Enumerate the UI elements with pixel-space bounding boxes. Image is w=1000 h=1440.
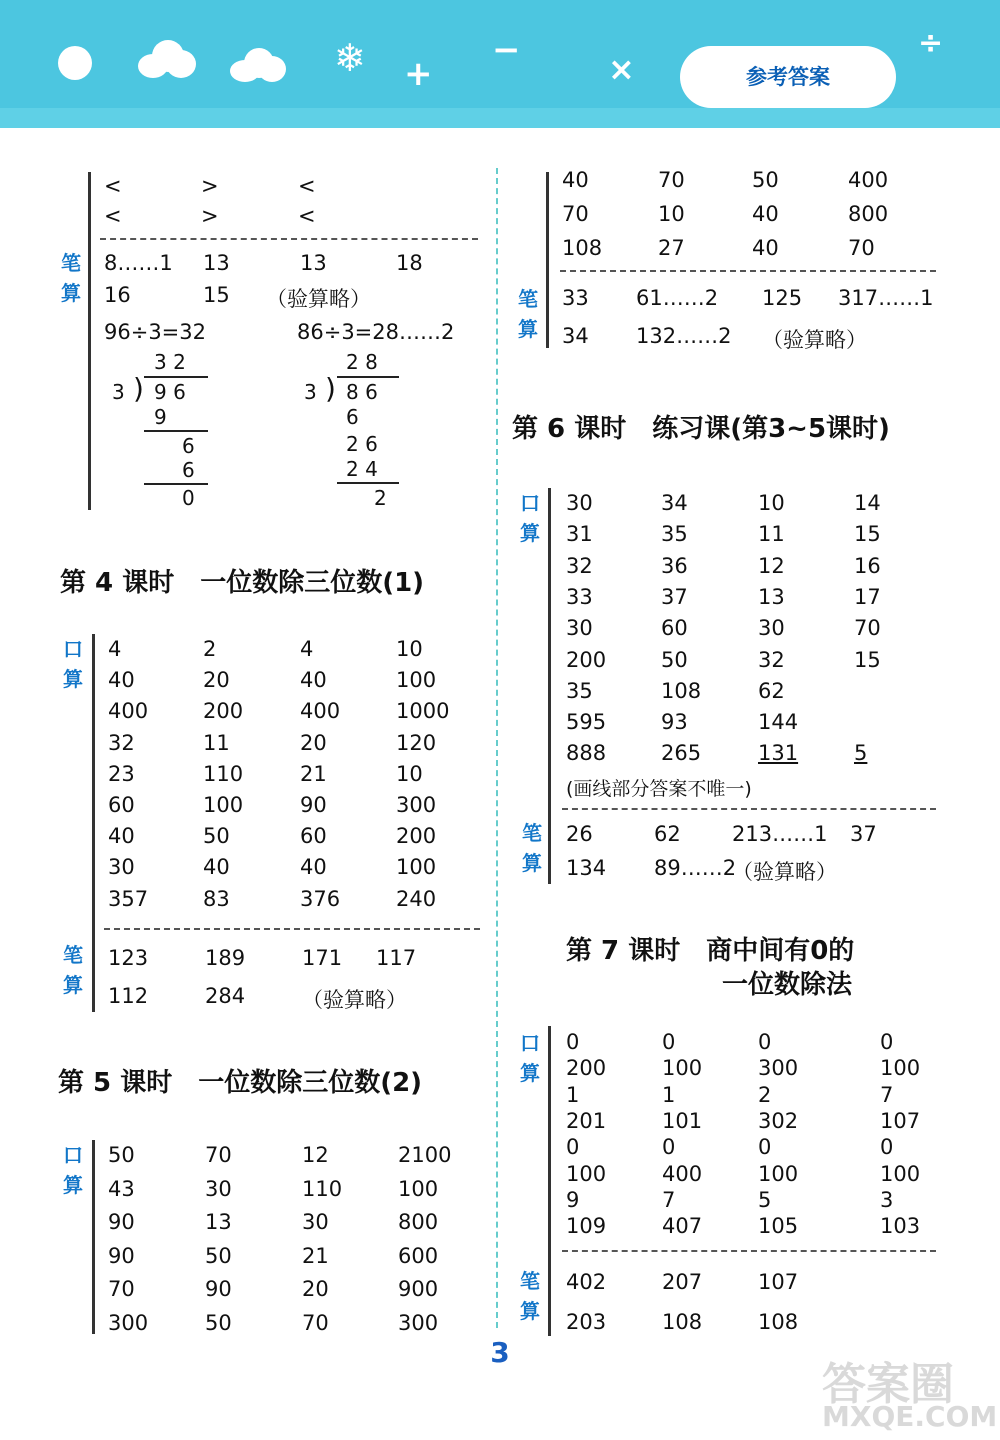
answer-cell: 62 xyxy=(654,822,681,846)
answer-cell: 9 xyxy=(566,1187,580,1212)
answer-cell: 132……2 xyxy=(636,324,732,348)
answer-cell: 32 xyxy=(108,730,135,755)
answer-cell: 1000 xyxy=(396,699,450,724)
bracket: ) xyxy=(133,372,144,405)
answer-cell: 40 xyxy=(300,855,327,880)
answer-cell: 89……2 xyxy=(654,856,737,880)
answer-cell: 23 xyxy=(108,761,135,786)
answer-cell: 107 xyxy=(758,1270,799,1294)
answer-cell: 240 xyxy=(396,886,437,911)
answer-cell: 400 xyxy=(108,699,149,724)
answer-cell: 200 xyxy=(566,647,607,672)
answer-cell: 37 xyxy=(850,822,877,846)
answer-cell: 200 xyxy=(396,824,437,849)
answer-cell: 600 xyxy=(398,1243,439,1268)
section-title-line2: 一位数除法 xyxy=(722,970,853,1000)
answer-cell: 1 xyxy=(662,1082,676,1107)
answer-cell: 100 xyxy=(566,1161,607,1186)
bracket-line xyxy=(144,376,208,378)
answer-cell: 20 xyxy=(300,730,327,755)
answer-cell: 108 xyxy=(662,1310,703,1334)
answer-cell: 33 xyxy=(562,286,589,310)
answer-cell: 595 xyxy=(566,710,607,735)
answer-cell: 144 xyxy=(758,710,799,735)
answer-cell: 123 xyxy=(108,946,149,970)
answer-cell: 32 xyxy=(566,553,593,578)
quotient: 3 2 xyxy=(154,350,186,374)
section-title: 第 4 课时 一位数除三位数(1) xyxy=(60,568,425,598)
answer-cell: 800 xyxy=(398,1210,439,1234)
divide-icon: ÷ xyxy=(918,26,944,61)
bisuan-label: 笔 算 xyxy=(520,1269,540,1323)
answer-cell: 17 xyxy=(854,584,881,609)
answer-cell: 90 xyxy=(108,1243,135,1268)
answer-cell: 70 xyxy=(205,1143,232,1167)
answer-cell: 16 xyxy=(854,553,881,578)
plus-icon: + xyxy=(404,54,433,94)
answer-cell: 284 xyxy=(205,984,246,1008)
answer-cell: 3 xyxy=(880,1187,894,1212)
answer-cell: （验算略） xyxy=(732,860,837,884)
divisor: 3 xyxy=(304,380,317,404)
answer-cell: 50 xyxy=(203,824,230,849)
minus-icon: − xyxy=(492,30,521,70)
answer-cell: 101 xyxy=(662,1108,703,1133)
answer-cell: 100 xyxy=(396,668,437,693)
answer-cell: 376 xyxy=(300,886,341,911)
answer-cell: 100 xyxy=(203,793,244,817)
answer-cell: 36 xyxy=(661,553,688,578)
step: 2 4 xyxy=(346,457,378,481)
answer-cell: 60 xyxy=(108,793,135,817)
answer-cell: 108 xyxy=(562,236,603,260)
section-title: 第 6 课时 练习课(第3~5课时) xyxy=(512,414,890,444)
bisuan-label: 笔 算 xyxy=(518,287,538,341)
answer-cell: 62 xyxy=(758,678,785,703)
answer-cell: 13 xyxy=(758,584,785,609)
answer-cell: 2100 xyxy=(398,1143,452,1167)
step: 6 xyxy=(182,458,195,482)
bisuan-label: 笔 算 xyxy=(61,251,81,305)
answer-cell: 0 xyxy=(662,1135,676,1160)
answer-cell: 43 xyxy=(108,1176,135,1201)
quotient: 2 8 xyxy=(346,350,378,374)
section-bar xyxy=(548,1026,551,1336)
answer-cell: 50 xyxy=(205,1310,232,1335)
answer-cell: 302 xyxy=(758,1108,799,1133)
answer-cell: 83 xyxy=(203,886,230,911)
answer-cell: 100 xyxy=(398,1176,439,1201)
kousuan-label: 口 算 xyxy=(63,1143,83,1197)
answer-cell: 109 xyxy=(566,1214,607,1239)
answer-cell: 11 xyxy=(758,522,785,547)
answer-cell: 32 xyxy=(758,647,785,672)
answer-cell: 61……2 xyxy=(636,286,719,310)
answer-cell: 0 xyxy=(880,1135,894,1160)
answer-cell: 33 xyxy=(566,584,593,609)
answer-cell: 300 xyxy=(398,1310,439,1335)
answer-cell: 317……1 xyxy=(838,286,934,310)
answer-cell: 110 xyxy=(203,761,244,786)
answer-cell: 10 xyxy=(396,761,423,786)
snowflake-icon: ❄ xyxy=(334,36,366,80)
section-bar xyxy=(546,172,549,348)
answer-cell: 7 xyxy=(880,1082,894,1107)
section-title: 第 5 课时 一位数除三位数(2) xyxy=(58,1068,423,1098)
answer-cell: 0 xyxy=(758,1135,772,1160)
bisuan-label: 笔 算 xyxy=(63,943,83,997)
answer-cell: 213……1 xyxy=(732,822,828,846)
page-number: 3 xyxy=(490,1336,510,1369)
answer-cell: 4 xyxy=(300,637,314,661)
dividend: 8 6 xyxy=(346,380,378,404)
bracket: ) xyxy=(325,372,336,405)
answer-cell: 1 xyxy=(566,1082,580,1107)
step-line xyxy=(144,483,208,485)
answer-cell: 31 xyxy=(566,522,593,547)
answer-cell: 400 xyxy=(848,168,889,192)
answer-cell: 5 xyxy=(854,741,868,766)
remainder: 0 xyxy=(182,486,195,510)
answer-cell: 10 xyxy=(758,491,785,515)
bracket-line xyxy=(337,376,399,378)
answer-cell: 300 xyxy=(396,793,437,817)
answer-cell: 10 xyxy=(658,202,685,226)
answer-cell: 100 xyxy=(662,1056,703,1081)
divisor: 3 xyxy=(112,380,125,404)
answer-cell: 112 xyxy=(108,984,149,1008)
answer-cell: 11 xyxy=(203,730,230,755)
answer-cell: 60 xyxy=(661,616,688,641)
answer-cell: 171 xyxy=(302,946,343,970)
section-bar xyxy=(92,1140,95,1334)
answer-cell: 0 xyxy=(566,1030,580,1054)
cloud-icon xyxy=(138,40,198,80)
step: 6 xyxy=(346,405,359,429)
answer-cell: 90 xyxy=(108,1210,135,1234)
answer-cell: （验算略） xyxy=(762,328,867,352)
answer-cell: 70 xyxy=(854,616,881,641)
answer-cell: 203 xyxy=(566,1310,607,1334)
answer-cell: 10 xyxy=(396,637,423,661)
answer-cell: 70 xyxy=(108,1277,135,1301)
answer-cell: 90 xyxy=(300,793,327,817)
answer-cell: （验算略） xyxy=(302,988,407,1012)
answer-cell: 7 xyxy=(662,1187,676,1212)
answer-cell: 50 xyxy=(661,647,688,672)
answer-cell: 120 xyxy=(396,730,437,755)
step-line xyxy=(144,430,208,432)
answer-cell: 407 xyxy=(662,1214,703,1239)
sun-icon xyxy=(58,46,92,80)
section-bar xyxy=(92,634,95,1012)
answer-cell: 30 xyxy=(758,616,785,641)
answer-cell: 15 xyxy=(854,522,881,547)
answer-cell: 201 xyxy=(566,1108,607,1133)
answer-cell: 50 xyxy=(752,168,779,192)
answer-cell: 400 xyxy=(662,1161,703,1186)
answer-cell: 70 xyxy=(658,168,685,192)
divider xyxy=(562,1250,936,1252)
answer-cell: 5 xyxy=(758,1187,772,1212)
answer-cell: 35 xyxy=(661,522,688,547)
answer-cell: 117 xyxy=(376,946,417,970)
header-banner xyxy=(0,0,1000,128)
answer-cell: 200 xyxy=(566,1056,607,1081)
remainder: 2 xyxy=(374,486,387,510)
answer-cell: 40 xyxy=(562,168,589,192)
divider xyxy=(100,238,478,240)
answer-cell: 70 xyxy=(302,1310,329,1335)
rain-cloud-icon xyxy=(230,48,288,88)
answer-cell: 103 xyxy=(880,1214,921,1239)
answer-cell: 0 xyxy=(758,1030,772,1054)
answer-cell: 0 xyxy=(880,1030,894,1054)
answer-cell: 0 xyxy=(566,1135,580,1160)
answer-cell: 30 xyxy=(302,1210,329,1234)
answer-cell: 189 xyxy=(205,946,246,970)
answer-cell: 90 xyxy=(205,1277,232,1301)
times-icon: × xyxy=(608,50,635,88)
answer-cell: 2 xyxy=(203,637,217,661)
answer-cell: 12 xyxy=(758,553,785,578)
answer-cell: 357 xyxy=(108,886,149,911)
answer-cell: 40 xyxy=(203,855,230,880)
answer-cell: 300 xyxy=(108,1310,149,1335)
answer-cell: 400 xyxy=(300,699,341,724)
answer-cell: 34 xyxy=(562,324,589,348)
bisuan-label: 笔 算 xyxy=(522,821,542,875)
answer-cell: 888 xyxy=(566,741,607,766)
answer-cell: 800 xyxy=(848,202,889,226)
answer-cell: 131 xyxy=(758,741,799,766)
answer-cell: 20 xyxy=(302,1277,329,1301)
answer-cell: 40 xyxy=(300,668,327,693)
column-divider xyxy=(496,168,498,1328)
section-title: 第 7 课时 商中间有0的 xyxy=(566,936,855,966)
section-bar xyxy=(548,488,551,884)
answer-cell: 15 xyxy=(854,647,881,672)
step: 9 xyxy=(154,405,167,429)
answer-key-badge: 参考答案 xyxy=(680,46,896,108)
answer-cell: 21 xyxy=(300,761,327,786)
answer-cell: 110 xyxy=(302,1176,343,1201)
watermark-url: MXQE.COM xyxy=(822,1400,998,1433)
kousuan-label: 口 算 xyxy=(520,491,540,545)
answer-cell: 108 xyxy=(661,678,702,703)
answer-cell: 40 xyxy=(752,236,779,260)
watermark-logo: 答案圈 xyxy=(822,1359,954,1410)
answer-cell: 134 xyxy=(566,856,607,880)
answer-cell: 100 xyxy=(880,1056,921,1081)
step-line xyxy=(337,482,399,484)
answer-cell: 125 xyxy=(762,286,803,310)
answer-cell: 4 xyxy=(108,637,122,661)
answer-cell: 900 xyxy=(398,1277,439,1301)
answer-cell: 30 xyxy=(566,616,593,641)
divider xyxy=(562,808,936,810)
answer-cell: 100 xyxy=(880,1161,921,1186)
step: 6 xyxy=(182,434,195,458)
step: 2 6 xyxy=(346,432,378,456)
answer-cell: 0 xyxy=(662,1030,676,1054)
answer-cell: 40 xyxy=(108,668,135,693)
answer-cell: 108 xyxy=(758,1310,799,1334)
answer-cell: 37 xyxy=(661,584,688,609)
answer-cell: 300 xyxy=(758,1056,799,1081)
answer-cell: 70 xyxy=(848,236,875,260)
answer-cell: 70 xyxy=(562,202,589,226)
answer-cell: 50 xyxy=(108,1143,135,1167)
answer-cell: 14 xyxy=(854,491,881,515)
answer-cell: 200 xyxy=(203,699,244,724)
answer-cell: 100 xyxy=(396,855,437,880)
answer-cell: 30 xyxy=(566,491,593,515)
answer-cell: 30 xyxy=(205,1176,232,1201)
answer-cell: 27 xyxy=(658,236,685,260)
divider xyxy=(560,270,936,272)
answer-cell: 35 xyxy=(566,678,593,703)
answer-cell: 13 xyxy=(205,1210,232,1234)
answer-cell: 265 xyxy=(661,741,702,766)
answer-cell: 107 xyxy=(880,1108,921,1133)
answer-cell: 100 xyxy=(758,1161,799,1186)
answer-cell: 30 xyxy=(108,855,135,880)
answer-cell: 40 xyxy=(108,824,135,849)
answer-cell: 21 xyxy=(302,1243,329,1268)
answer-cell: 93 xyxy=(661,710,688,735)
answer-cell: 26 xyxy=(566,822,593,846)
answer-cell: 2 xyxy=(758,1082,772,1107)
dividend: 9 6 xyxy=(154,380,186,404)
kousuan-label: 口 算 xyxy=(63,637,83,691)
answer-cell: 207 xyxy=(662,1270,703,1294)
answer-cell: 20 xyxy=(203,668,230,693)
answer-cell: 60 xyxy=(300,824,327,849)
answer-cell: 40 xyxy=(752,202,779,226)
answer-cell: 402 xyxy=(566,1270,607,1294)
answer-cell: 50 xyxy=(205,1243,232,1268)
section-bar xyxy=(88,172,91,510)
kousuan-label: 口 算 xyxy=(520,1031,540,1085)
answer-cell: 34 xyxy=(661,491,688,515)
answer-cell: 105 xyxy=(758,1214,799,1239)
answer-cell: 12 xyxy=(302,1143,329,1167)
divider xyxy=(104,928,480,930)
